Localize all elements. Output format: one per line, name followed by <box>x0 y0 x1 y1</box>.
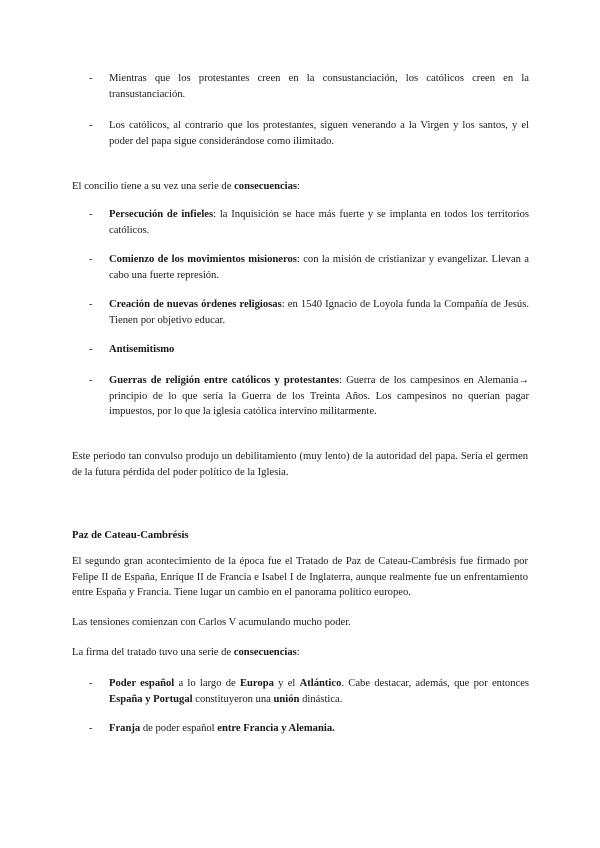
bullet-dash: - <box>89 375 93 386</box>
list-item <box>89 71 529 102</box>
bullet-dash: - <box>89 254 93 265</box>
item-bold: Guerras de religión entre católicos y protestantes <box>109 375 340 386</box>
bullet-dash: - <box>89 209 93 220</box>
item-bold: Antisemitismo <box>109 344 175 355</box>
treaty-paragraph: El segundo gran acontecimiento de la época fue el Tratado de Paz de Cateau-Cambrésis fue firmado por Felipe II de España, Enrique II de Francia e Isabel I de Inglaterra, aunque realmente fue un enfrentamiento entre España y Francia. Tiene lugar un cambio en el panorama político europeo. <box>72 556 528 598</box>
list-item <box>89 207 529 238</box>
section-title-text: Paz de Cateau-Cambrésis <box>72 530 189 541</box>
list-item-text <box>109 676 529 707</box>
intro-colon: : <box>297 181 300 192</box>
item-bold: Europa <box>239 678 274 689</box>
period-paragraph: Este periodo tan convulso produjo un debilitamiento (muy lento) de la autoridad del papa. Sería el germen de la futura pérdida del poder político de la Iglesia. <box>72 451 528 478</box>
intro-text: La firma del tratado tuvo una serie de <box>72 647 234 658</box>
list-item-text: Mientras que los protestantes creen en la consustanciación, los católicos creen en la transustanciación. <box>109 73 529 100</box>
bullet-dash: - <box>89 120 93 131</box>
item-bold: entre Francia y Alemania. <box>217 723 335 734</box>
bullet-dash: - <box>89 723 93 734</box>
list-item-text <box>109 207 529 238</box>
item-bold: Creación de nuevas órdenes religiosas <box>109 299 282 310</box>
list-item <box>89 373 529 420</box>
list-item <box>89 252 529 283</box>
item-bold: Franja <box>109 723 141 734</box>
item-bold: Persecución de infieles <box>109 209 214 220</box>
item-text: a lo largo de <box>174 678 240 689</box>
item-bold: Poder español <box>109 678 175 689</box>
list-item-text: Los católicos, al contrario que los protestantes, siguen venerando a la Virgen y los santos, y el poder del papa sigue considerándose como ilimitado. <box>109 120 529 147</box>
intro-bold: consecuencias <box>234 181 298 192</box>
bullet-dash: - <box>89 73 93 84</box>
list-item <box>89 118 529 149</box>
consequences-intro <box>72 179 528 195</box>
treaty-intro <box>72 645 528 661</box>
item-bold: Atlántico <box>299 678 342 689</box>
item-rest: : con la misión de cristianizar y evangelizar. Llevan a cabo una fuerte represión. <box>109 254 529 281</box>
item-text: de poder español <box>140 723 218 734</box>
item-text: . Cabe destacar, además, que por entonces <box>341 678 530 689</box>
list-item <box>89 721 529 737</box>
section-title <box>72 528 528 544</box>
item-text: y el <box>273 678 300 689</box>
item-text: constituyeron una <box>192 693 274 705</box>
list-item-text <box>109 252 529 283</box>
item-text: dinástica. <box>299 693 343 705</box>
item-rest: : Guerra de los campesinos en Alemania→ principio de lo que sería la Guerra de los Treinta Años. Los campesinos no querían pagar impuestos, por lo que la iglesia católica intervino militarmente. <box>109 375 529 417</box>
item-bold: unión <box>273 693 300 705</box>
list-item <box>89 342 529 358</box>
item-rest: : en 1540 Ignacio de Loyola funda la Compañía de Jesús. Tienen por objetivo educar. <box>109 299 529 326</box>
item-rest: : la Inquisición se hace más fuerte y se implanta en todos los territorios católicos. <box>109 209 529 236</box>
list-item <box>89 676 529 707</box>
list-item-text <box>109 342 529 358</box>
list-item-text <box>109 721 529 737</box>
list-item-text <box>109 297 529 328</box>
intro-colon: : <box>296 647 300 658</box>
intro-text: El concilio tiene a su vez una serie de <box>72 181 235 192</box>
intro-bold: consecuencias <box>233 647 297 658</box>
list-item-text <box>109 373 529 420</box>
bullet-dash: - <box>89 678 93 689</box>
bullet-dash: - <box>89 299 93 310</box>
bullet-dash: - <box>89 344 93 355</box>
item-bold: Comienzo de los movimientos misioneros <box>109 254 297 265</box>
tensions-paragraph: Las tensiones comienzan con Carlos V acumulando mucho poder. <box>72 617 351 628</box>
item-bold: España y Portugal <box>109 693 193 705</box>
list-item <box>89 297 529 328</box>
